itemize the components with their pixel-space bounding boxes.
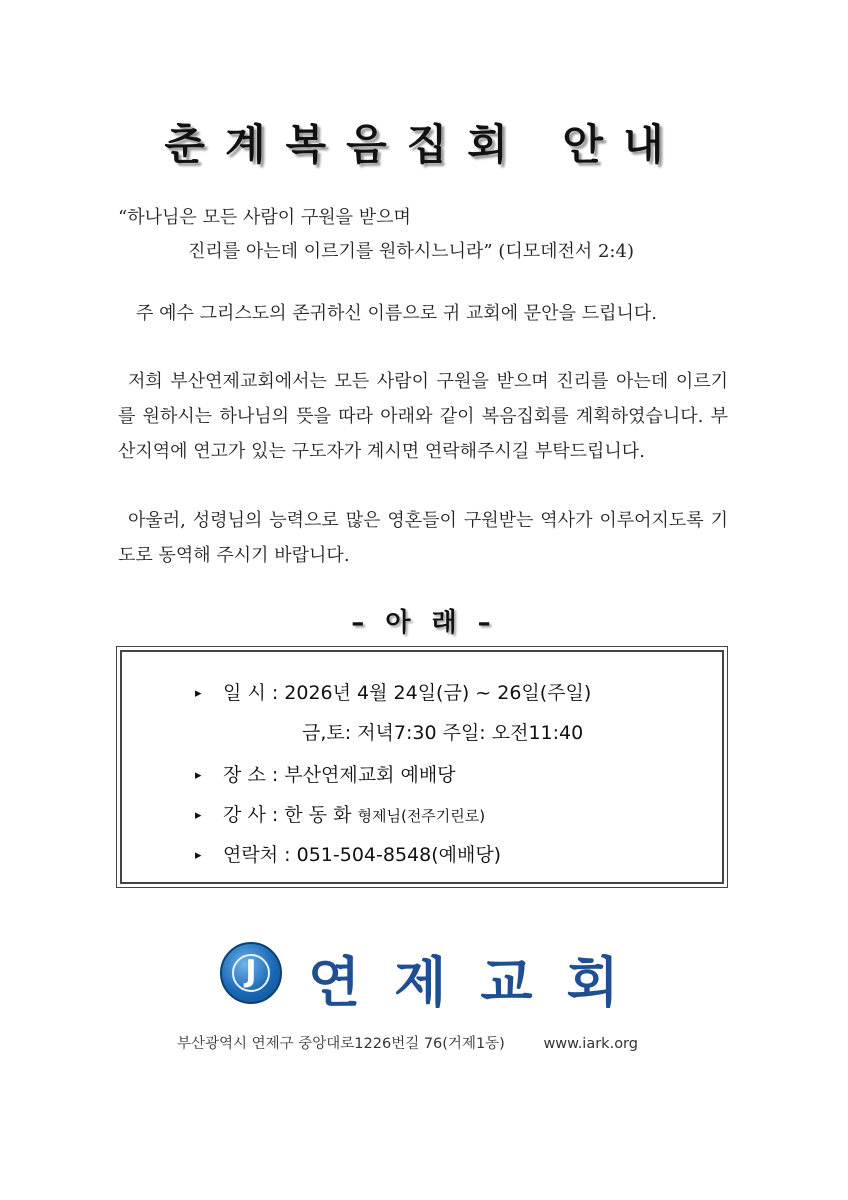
footer-website[interactable]: www.iark.org <box>543 1036 638 1052</box>
greeting-paragraph: 주 예수 그리스도의 존귀하신 이름으로 귀 교회에 문안을 드립니다. <box>136 303 657 324</box>
date-row <box>195 678 591 705</box>
place-label: 장 소 : <box>223 764 279 786</box>
time-row <box>302 718 583 745</box>
footer <box>177 1032 638 1053</box>
emblem-glyph: J <box>245 954 257 989</box>
footer-address: 부산광역시 연제구 중앙대로1226번길 76(거제1동) <box>177 1036 505 1052</box>
speaker-label: 강 사 : <box>223 804 279 826</box>
date-value: 2026년 4월 24일(금) ~ 26일(주일) <box>284 682 592 704</box>
speaker-suffix: 형제님(전주기린로) <box>357 807 486 825</box>
invitation-paragraph: 저희 부산연제교회에서는 모든 사람이 구원을 받으며 진리를 아는데 이르기를 원하시는 하나님의 뜻을 따라 아래와 같이 복음집회를 계획하였습니다. 부산지역에 연고가 있는 구도자가 계시면 연락해주시길 부탁드립니다. <box>118 371 728 462</box>
verse-line-2: 진리를 아는데 이르기를 원하시느니라” (디모데전서 2:4) <box>188 241 634 262</box>
time-value: 금,토: 저녁7:30 주일: 오전11:40 <box>302 722 584 744</box>
bullet-icon: ▸ <box>195 808 202 823</box>
church-name: 연제교회 <box>308 951 653 1014</box>
speaker-name: 한 동 화 <box>284 804 352 826</box>
speaker-row <box>195 800 485 827</box>
contact-row <box>195 840 501 867</box>
page-title: 춘계복음집회 안내 <box>164 120 684 169</box>
bullet-icon: ▸ <box>195 686 202 701</box>
verse-line-1: “하나님은 모든 사람이 구원을 받으며 <box>118 207 411 228</box>
details-heading: – 아 래 – <box>351 608 497 638</box>
contact-label: 연락처 : <box>223 844 291 866</box>
contact-value: 051-504-8548(예배당) <box>296 844 502 866</box>
church-emblem-icon <box>220 942 282 1004</box>
place-value: 부산연제교회 예배당 <box>284 764 456 786</box>
prayer-paragraph: 아울러, 성령님의 능력으로 많은 영혼들이 구원받는 역사가 이루어지도록 기도로 동역해 주시기 바랍니다. <box>118 510 728 566</box>
bullet-icon: ▸ <box>195 768 202 783</box>
bullet-icon: ▸ <box>195 848 202 863</box>
date-label: 일 시 : <box>223 682 279 704</box>
place-row <box>195 760 456 787</box>
